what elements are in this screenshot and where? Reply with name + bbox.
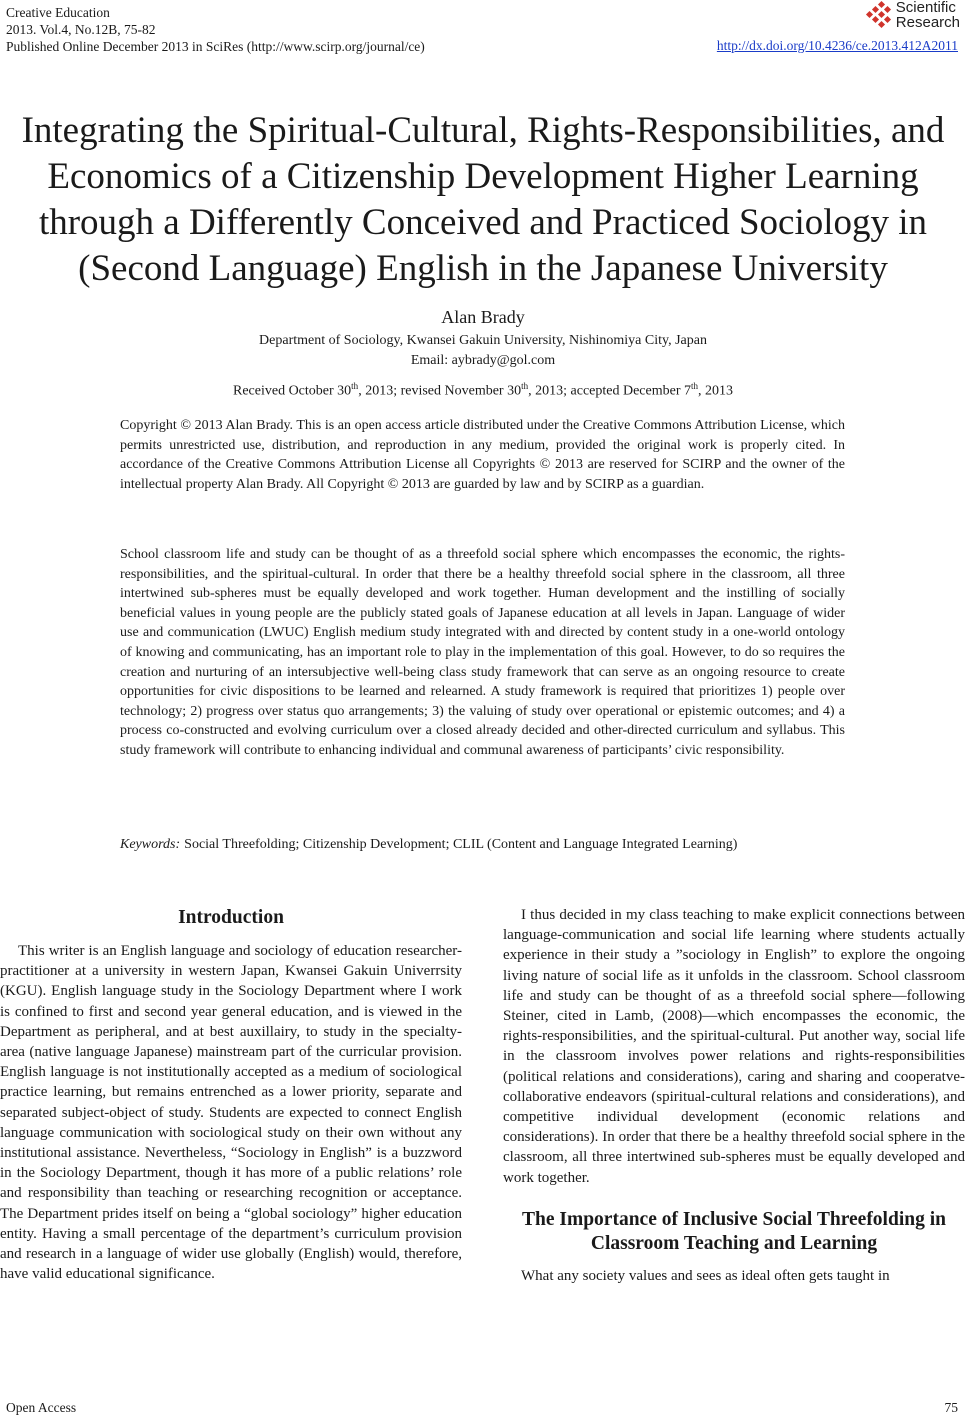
section-heading-introduction: Introduction (178, 907, 284, 928)
footer-open-access: Open Access (6, 1400, 77, 1415)
year-text: , 2013 (698, 383, 734, 399)
paragraph: I thus decided in my class teaching to make explicit connections between language-communication and social life learning where students actually experience in their study a ”sociology in English” to explore the ongoing living nature of social life as it unfolds in the classroom. School classroom life and study can be thought of as a threefold social sphere—following Steiner, cited in Lamb, (2008)—which encompasses the economic, the rights-responsibilities, and the spiritual-cultural. Put another way, social life in the classroom involves power relations and rights-responsibilities (political relations and considerations), caring and sharing and cooperatve-collaborative endeavors (spiritual-cultural relations and considerations), and competitive individual development (economic relations and considerations). In order that there be a healthy threefold social sphere in the classroom, all three intertwined sub-spheres must be equally developed and work together. (503, 907, 965, 1186)
author-email: Email: aybrady@gol.com (410, 353, 556, 368)
copyright-notice: Copyright © 2013 Alan Brady. This is an open access article distributed under the Creative Commons Attribution License, which permits unrestricted use, distribution, and reproduction in any medium, provided the original work is properly cited. In accordance of the Creative Commons Attribution License all Copyrights © 2013 are reserved for SCIRP and the owner of the intellectual property Alan Brady. All Copyright © 2013 are guarded by law and by SCIRP as a guardian. (120, 418, 845, 492)
publisher-logo (864, 0, 960, 30)
right-column (503, 905, 965, 1286)
publication-info: Published Online December 2013 in SciRes (http://www.scirp.org/journal/ce) (6, 39, 425, 54)
journal-name: Creative Education (6, 5, 110, 20)
author-name: Alan Brady (441, 307, 525, 327)
page-number: 75 (944, 1400, 958, 1415)
paragraph: This writer is an English language and sociology of education researcher-practitioner at a university in western Japan, Kwansei Gakuin Univerrsity (KGU). English language study in the Sociology Department where I work is confined to first and second year general education, and is viewed in the Department as peripheral, and at best auxillairy, to study in the specialty-area (native language Japanese) mainstream part of the curricular provision. English language is not institutionally accepted as a medium of sociological practice learning, but remains entrenched as a lower priority, separate and separated subject-object of study. Students are expected to connect English language communication with sociological study on their own without any institutional assistance. Nevertheless, “Sociology in English” is a buzzword in the Sociology Department, though it has more of a public relations’ role and responsibility than teaching or researching recognition or acceptance. The Department prides itself on being a “global sociology” higher education entity. Having a small percentage of the department’s curriculum provision and research in a language of wider use globally (English) would, therefore, have valid educational significance. (0, 943, 462, 1283)
ordinal-suffix: th (351, 381, 359, 391)
affiliation: Department of Sociology, Kwansei Gakuin University, Nishinomiya City, Japan (259, 333, 707, 348)
received-text: Received October 30 (232, 383, 352, 399)
abstract: School classroom life and study can be thought of as a threefold social sphere which encompasses the economic, the rights-responsibilities, and the spiritual-cultural. In order that there be a healthy threefold social sphere in the classroom, all three intertwined sub-spheres must be equally developed and work together. Human development and the instilling of socially beneficial values in young people are the publicly stated goals of Japanese education at all levels in Japan. Language of wider use and communication (LWUC) English medium study integrated with and directed by content study in a one-world ontology of knowing and communicating, has an important role to play in the implementation of this goal. However, to do so requires the creation and nurturing of an intersubjective well-being class study framework that can serve as an ongoing resource to create opportunities for civic dispositions to be learned and relearned. A study framework is required that prioritizes 1) people over technology; 2) progress over status quo arrangements; 3) the valuing of study over operational or epistemic outcomes; and 4) a process co-constructed and evolving curriculum over a closed already decided and other-directed curriculum and syllabus. This study framework will contribute to enhancing individual and communal awareness of participants’ civic responsibility. (120, 547, 845, 758)
keywords (120, 835, 845, 855)
journal-volume: 2013. Vol.4, No.12B, 75-82 (6, 22, 156, 37)
ordinal-suffix: th (521, 381, 529, 391)
left-column (0, 905, 462, 1284)
article-title: Integrating the Spiritual-Cultural, Rights-Responsibilities, and Economics of a Citizenship Development Higher Learning through a Differently Conceived and Practiced Sociology in (Second Language) English in the Japanese University (21, 110, 945, 289)
received-dates (0, 381, 966, 400)
journal-header (6, 4, 425, 55)
logo-text-line1: Scientific (895, 0, 956, 16)
paragraph: What any society values and sees as ideal often gets taught in (521, 1267, 890, 1284)
section-heading-social-threefolding: The Importance of Inclusive Social Threefolding in Classroom Teaching and Learning (522, 1208, 946, 1254)
keywords-label: Keywords: (120, 837, 181, 852)
logo-text-line2: Research (895, 14, 960, 31)
author-affiliation (0, 331, 966, 371)
ordinal-suffix: th (691, 381, 699, 391)
accepted-text: , 2013; accepted December 7 (528, 383, 691, 399)
keywords-list: Social Threefolding; Citizenship Development; CLIL (Content and Language Integrated Learning) (184, 837, 738, 852)
doi-link[interactable]: http://dx.doi.org/10.4236/ce.2013.412A2011 (716, 38, 958, 53)
scientific-research-logo-icon (864, 0, 894, 30)
revised-text: , 2013; revised November 30 (358, 383, 522, 399)
